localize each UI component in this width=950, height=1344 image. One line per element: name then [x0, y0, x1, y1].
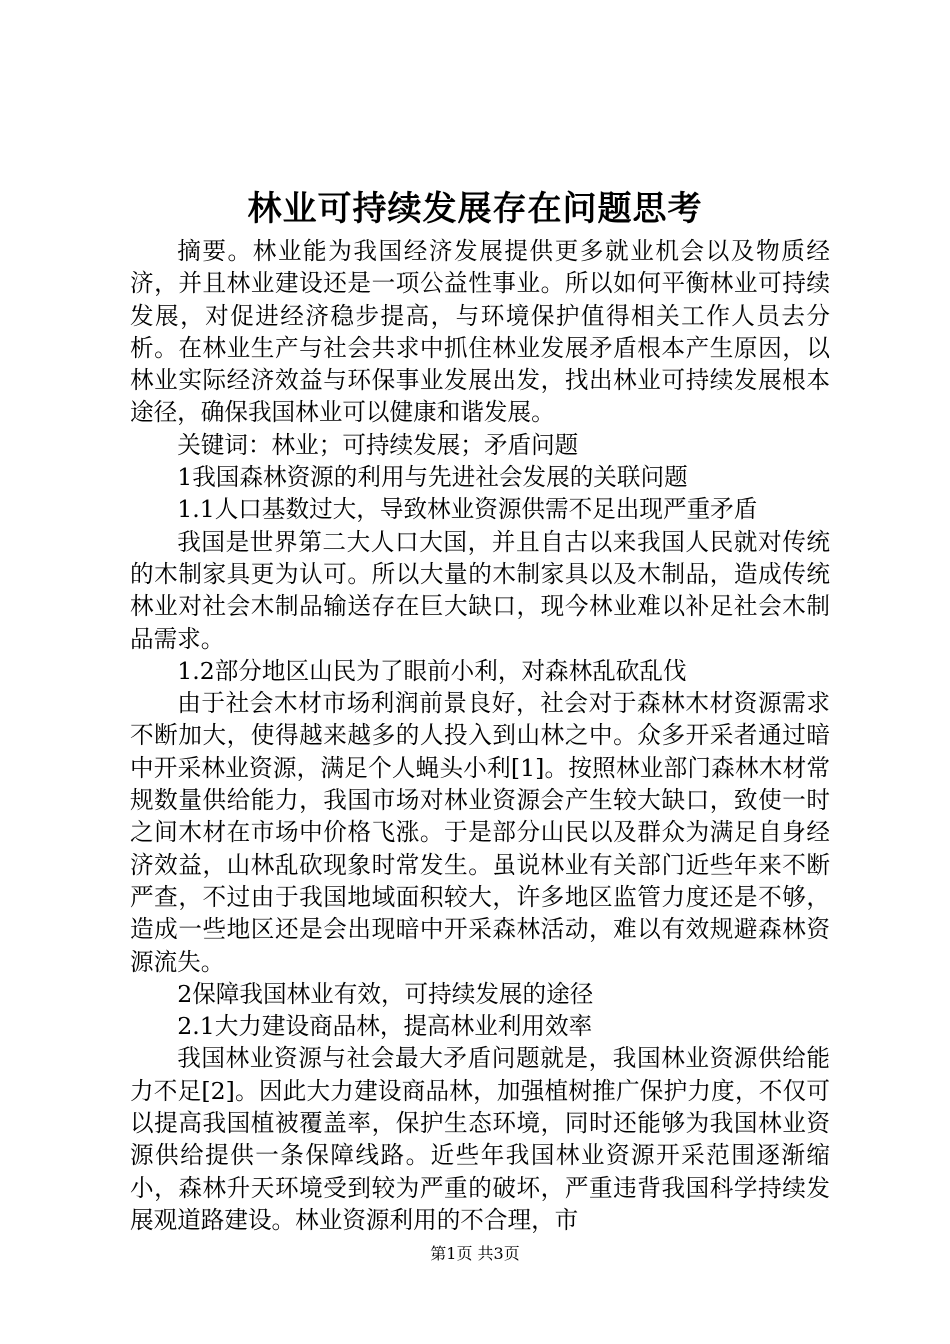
- document-title: 林业可持续发展存在问题思考: [247, 189, 703, 229]
- body-paragraph: 我国林业资源与社会最大矛盾问题就是，我国林业资源供给能力不足[2]。因此大力建设商品林，加强植树推广保护力度，不仅可以提高我国植被覆盖率，保护生态环境，同时还能够为我国林业资源供给提供一条保障线路。近些年我国林业资源开采范围逐渐缩小，森林升天环境受到较为严重的破坏，严重违背我国科学持续发展观道路建设。林业资源利用的不合理，市: [130, 1044, 830, 1234]
- subsection-heading-1-1: 1.1人口基数过大，导致林业资源供需不足出现严重矛盾: [177, 495, 758, 524]
- keywords-paragraph: 关键词：林业；可持续发展；矛盾问题: [177, 430, 579, 459]
- body-paragraph: 由于社会木材市场利润前景良好，社会对于森林木材资源需求不断加大，使得越来越多的人投入到山林之中。众多开采者通过暗中开采林业资源，满足个人蝇头小利[1]。按照林业部门森林木材常规数量供给能力，我国市场对林业资源会产生较大缺口，致使一时之间木材在市场中价格飞涨。于是部分山民以及群众为满足自身经济效益，山林乱砍现象时常发生。虽说林业有关部门近些年来不断严查，不过由于我国地域面积较大，许多地区监管力度还是不够，造成一些地区还是会出现暗中开采森林活动，难以有效规避森林资源流失。: [130, 689, 830, 976]
- body-paragraph: 我国是世界第二大人口大国，并且自古以来我国人民就对传统的木制家具更为认可。所以大量的木制家具以及木制品，造成传统林业对社会木制品输送存在巨大缺口，现今林业难以补足社会木制品需求。: [130, 527, 830, 653]
- document-body: [130, 235, 830, 1236]
- abstract-paragraph: 摘要。林业能为我国经济发展提供更多就业机会以及物质经济，并且林业建设还是一项公益性事业。所以如何平衡林业可持续发展，对促进经济稳步提高，与环境保护值得相关工作人员去分析。在林业生产与社会共求中抓住林业发展矛盾根本产生原因，以林业实际经济效益与环保事业发展出发，找出林业可持续发展根本途径，确保我国林业可以健康和谐发展。: [130, 237, 830, 427]
- subsection-heading-2-1: 2.1大力建设商品林，提高林业利用效率: [177, 1012, 593, 1041]
- subsection-heading-1-2: 1.2部分地区山民为了眼前小利，对森林乱砍乱伐: [177, 656, 687, 685]
- page-number-footer: 第1页 共3页: [430, 1244, 520, 1263]
- section-heading-2: 2保障我国林业有效，可持续发展的途径: [177, 979, 594, 1008]
- section-heading-1: 1我国森林资源的利用与先进社会发展的关联问题: [177, 463, 688, 492]
